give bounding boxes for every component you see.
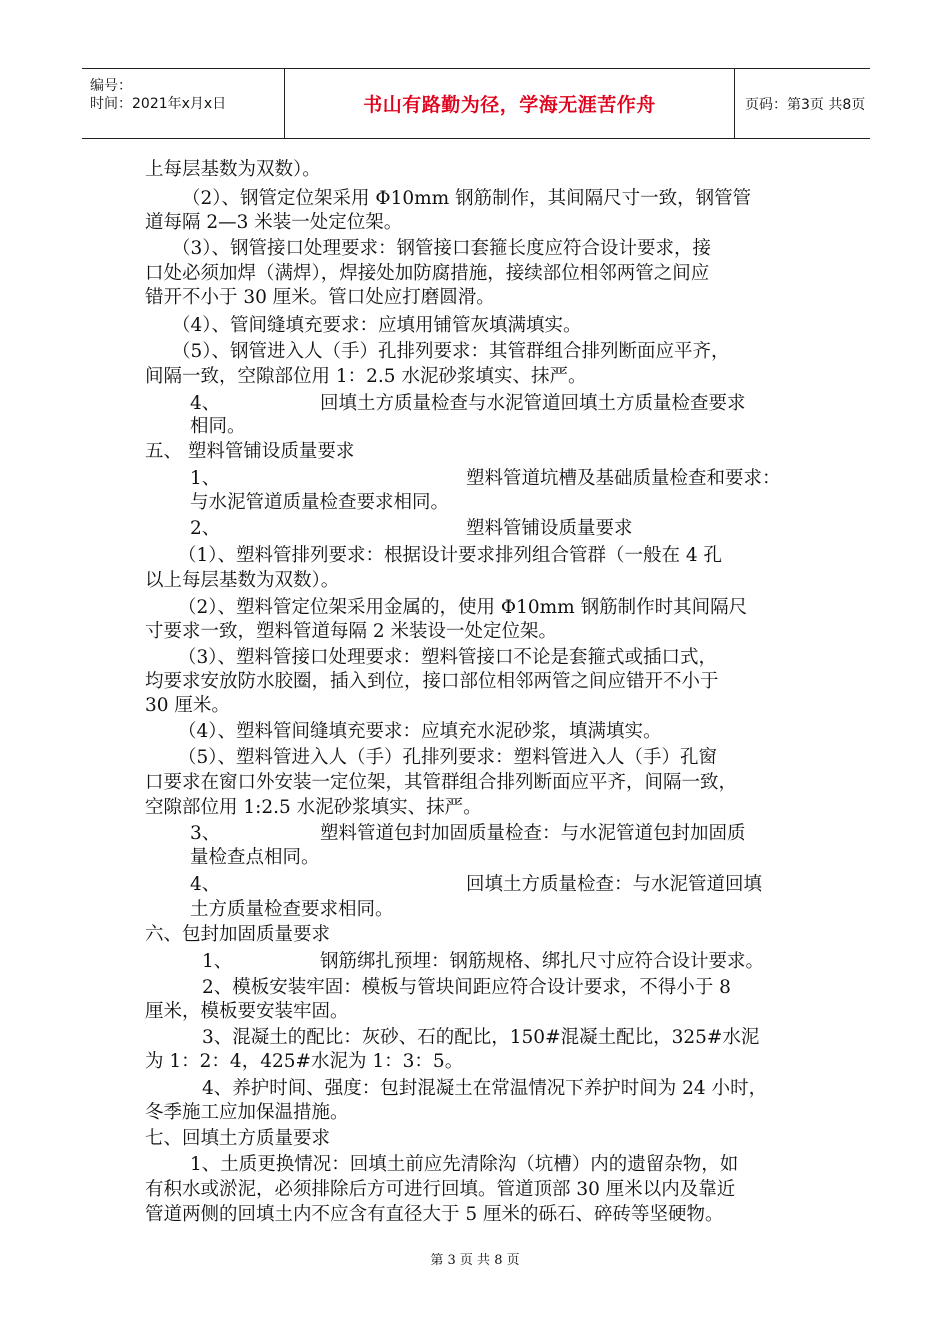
body-line: （4）、塑料管间缝填充要求：应填充水泥砂浆，填满填实。	[178, 721, 662, 742]
section-heading: 五、 塑料管铺设质量要求	[145, 441, 355, 462]
item-number: 2、	[190, 518, 221, 539]
body-line: 空隙部位用 1:2.5 水泥砂浆填实、抹严。	[145, 797, 482, 818]
body-line: 错开不小于 30 厘米。管口处应打磨圆滑。	[145, 287, 495, 308]
body-line: （1）、塑料管排列要求：根据设计要求排列组合管群（一般在 4 孔	[178, 545, 723, 566]
body-line: 2、模板安装牢固：模板与管块间距应符合设计要求，不得小于 8	[202, 977, 731, 998]
body-line: （4）、管间缝填充要求：应填用铺管灰填满填实。	[172, 315, 582, 336]
item-number: 4、	[190, 874, 221, 895]
body-line: 寸要求一致，塑料管道每隔 2 米装设一处定位架。	[145, 621, 558, 642]
body-line: （5）、钢管进入人（手）孔排列要求：其管群组合排列断面应平齐，	[172, 341, 730, 362]
section-heading: 七、回填土方质量要求	[145, 1128, 331, 1149]
page-label: 页码：第3页 共8页	[745, 96, 866, 113]
body-line: 相同。	[190, 416, 246, 437]
body-line: 间隔一致，空隙部位用 1：2.5 水泥砂浆填实、抹严。	[145, 366, 587, 387]
body-line: 均要求安放防水胶圈，插入到位，接口部位相邻两管之间应错开不小于	[145, 671, 719, 692]
body-line: 口要求在窗口外安装一定位架，其管群组合排列断面应平齐，间隔一致，	[145, 772, 738, 793]
body-line: 以上每层基数为双数）。	[145, 570, 340, 591]
header-motto-cell	[285, 69, 735, 138]
body-line: 3、混凝土的配比：灰砂、石的配比，150#混凝土配比，325#水泥	[202, 1027, 760, 1048]
body-line: 道每隔 2—3 米装一处定位架。	[145, 212, 403, 233]
item-number: 3、	[190, 823, 221, 844]
item-number: 4、	[190, 393, 221, 414]
body-line: 上每层基数为双数）。	[145, 159, 321, 180]
body-line: 回填土方质量检查：与水泥管道回填	[466, 874, 763, 895]
body-line: 厘米，模板要安装牢固。	[145, 1001, 349, 1022]
body-line: （5）、塑料管进入人（手）孔排列要求：塑料管进入人（手）孔窗	[178, 747, 718, 768]
header-info-cell	[82, 69, 285, 138]
body-line: 有积水或淤泥，必须排除后方可进行回填。管道顶部 30 厘米以内及靠近	[145, 1179, 736, 1200]
body-line: （3）、钢管接口处理要求：钢管接口套箍长度应符合设计要求，接	[172, 238, 712, 259]
date-label: 时间：2021年x月x日	[90, 96, 227, 112]
body-line: 1、土质更换情况：回填土前应先清除沟（坑槽）内的遗留杂物，如	[190, 1154, 739, 1175]
page-footer: 第 3 页 共 8 页	[430, 1253, 520, 1268]
body-line: 土方质量检查要求相同。	[190, 899, 394, 920]
body-line: （2）、塑料管定位架采用金属的，使用 Φ10mm 钢筋制作时其间隔尺	[178, 597, 748, 618]
body-line: 与水泥管道质量检查要求相同。	[190, 492, 450, 513]
item-number: 1、	[190, 468, 221, 489]
body-line: 塑料管铺设质量要求	[466, 518, 633, 539]
header-table	[82, 68, 870, 139]
body-line: 管道两侧的回填土内不应含有直径大于 5 厘米的砾石、碎砖等坚硬物。	[145, 1204, 724, 1225]
body-line: 钢筋绑扎预埋：钢筋规格、绑扎尺寸应符合设计要求。	[320, 951, 765, 972]
item-number: 1、	[202, 951, 233, 972]
motto-text: 书山有路勤为径，学海无涯苦作舟	[363, 94, 656, 116]
body-line: 冬季施工应加保温措施。	[145, 1102, 349, 1123]
body-line: 4、养护时间、强度：包封混凝土在常温情况下养护时间为 24 小时，	[202, 1078, 768, 1099]
body-line: 30 厘米。	[145, 695, 230, 716]
body-line: 口处必须加焊（满焊），焊接处加防腐措施，接续部位相邻两管之间应	[145, 263, 710, 284]
body-line: 塑料管道包封加固质量检查：与水泥管道包封加固质	[320, 823, 746, 844]
body-line: 塑料管道坑槽及基础质量检查和要求：	[466, 468, 781, 489]
body-line: 回填土方质量检查与水泥管道回填土方质量检查要求	[320, 393, 746, 414]
body-line: 为 1：2：4，425#水泥为 1：3：5。	[145, 1051, 464, 1072]
section-heading: 六、包封加固质量要求	[145, 924, 331, 945]
body-line: （3）、塑料管接口处理要求：塑料管接口不论是套箍式或插口式，	[178, 647, 718, 668]
body-line: （2）、钢管定位架采用 Φ10mm 钢筋制作，其间隔尺寸一致，钢管管	[182, 188, 752, 209]
number-label: 编号：	[90, 78, 132, 94]
body-line: 量检查点相同。	[190, 847, 320, 868]
